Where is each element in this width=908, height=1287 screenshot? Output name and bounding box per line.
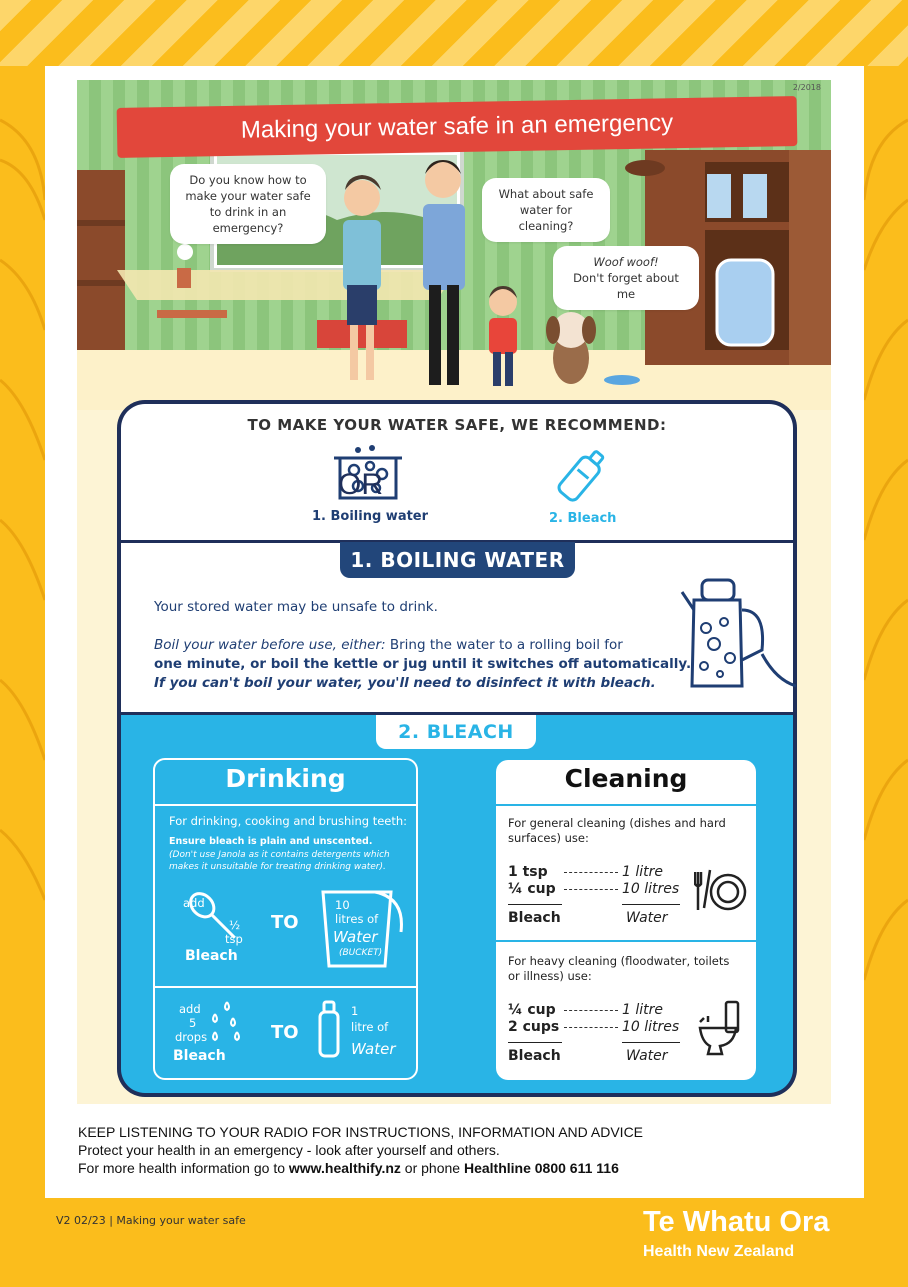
column-rule	[622, 1042, 680, 1043]
brand-name: Te Whatu Ora	[643, 1206, 830, 1238]
boiling-line2	[154, 636, 623, 655]
footer-line3-mid: or phone	[404, 1160, 461, 1176]
heavy-intro: For heavy cleaning (floodwater, toilets or illness) use:	[508, 954, 730, 983]
heavy-water-1: 1 litre	[622, 1002, 663, 1018]
heavy-col-bleach: Bleach	[508, 1048, 561, 1064]
kettle-icon	[680, 570, 796, 696]
water-bottle-icon	[317, 1000, 343, 1060]
banner-title: Making your water safe in an emergency	[117, 96, 798, 158]
document-version: V2 02/23 | Making your water safe	[56, 1214, 246, 1227]
column-rule	[508, 904, 562, 905]
drinking-ensure: Ensure bleach is plain and unscented.	[169, 836, 373, 847]
drops-icon	[209, 1000, 245, 1046]
dog-bubble-line2: Don't forget about me	[573, 271, 679, 301]
row1-unit: tsp	[225, 932, 243, 946]
footer-line1: KEEP LISTENING TO YOUR RADIO FOR INSTRUCTIONS, INFORMATION AND ADVICE	[78, 1124, 644, 1140]
boiling-line4: If you can't boil your water, you'll need to disinfect it with bleach.	[154, 675, 656, 691]
dotted-leader	[564, 872, 618, 873]
brand-subtitle: Health New Zealand	[643, 1243, 795, 1260]
toilet-icon	[696, 998, 746, 1058]
bleach-heading: 2. BLEACH	[376, 715, 536, 749]
row1-water-qty: 10	[335, 898, 350, 912]
row2-water-qty: 1	[351, 1004, 359, 1018]
dotted-leader	[564, 1027, 618, 1028]
dotted-leader	[564, 889, 618, 890]
general-bleach-2: ¼ cup	[508, 881, 556, 897]
speech-bubble-dog	[553, 246, 699, 310]
drinking-row-divider	[155, 986, 416, 988]
version-tag: 2/2018	[792, 83, 821, 92]
heavy-bleach-1: ¼ cup	[508, 1002, 556, 1018]
row1-container: (BUCKET)	[339, 948, 383, 958]
dishes-icon	[694, 864, 750, 914]
row2-water-unit: litre of	[351, 1020, 389, 1034]
footer-line3-pre: For more health information go to	[78, 1160, 285, 1176]
option-boiling-label: 1. Boiling water	[312, 509, 429, 524]
cleaning-divider	[496, 804, 756, 806]
heavy-water-2: 10 litres	[622, 1019, 680, 1035]
boiling-line2-rest: Bring the water to a rolling boil for	[389, 637, 623, 653]
boiling-line2-lead: Boil your water before use, either:	[154, 637, 386, 653]
or-separator: OR	[338, 468, 383, 501]
general-col-bleach: Bleach	[508, 910, 561, 926]
healthline-phone[interactable]: Healthline 0800 611 116	[463, 1160, 619, 1176]
dotted-leader	[564, 1010, 618, 1011]
heavy-col-water: Water	[626, 1048, 668, 1064]
boiling-heading: 1. BOILING WATER	[340, 542, 575, 578]
general-water-2: 10 litres	[622, 881, 680, 897]
drinking-box	[153, 758, 418, 1080]
column-rule	[622, 904, 680, 905]
speech-bubble-father: What about safe water for cleaning?	[482, 178, 610, 242]
heavy-bleach-2: 2 cups	[508, 1019, 560, 1035]
dog-bubble-line1: Woof woof!	[593, 255, 659, 269]
boiling-line3: one minute, or boil the kettle or jug until it switches off automatically.	[154, 656, 692, 672]
row1-water: Water	[333, 928, 378, 946]
general-bleach-1: 1 tsp	[508, 864, 548, 880]
footer-line3	[78, 1160, 619, 1176]
row2-water: Water	[351, 1040, 396, 1058]
speech-bubble-mother: Do you know how to make your water safe to drink in an emergency?	[170, 164, 326, 244]
healthify-link[interactable]: www.healthify.nz	[288, 1160, 401, 1176]
general-water-1: 1 litre	[622, 864, 663, 880]
drinking-divider	[155, 804, 416, 806]
footer-line2: Protect your health in an emergency - look after yourself and others.	[78, 1142, 500, 1158]
row2-to: TO	[271, 1022, 299, 1043]
row2-unit: drops	[175, 1030, 208, 1044]
column-rule	[508, 1042, 562, 1043]
boiling-line1: Your stored water may be unsafe to drink.	[154, 599, 438, 615]
recommend-title: TO MAKE YOUR WATER SAFE, WE RECOMMEND:	[247, 416, 667, 434]
drinking-note: (Don't use Janola as it contains detergents which makes it unsuitable for treating drinking water).	[169, 850, 390, 872]
drinking-title: Drinking	[225, 764, 346, 793]
drinking-intro: For drinking, cooking and brushing teeth:	[169, 814, 408, 828]
row2-add: add	[179, 1002, 201, 1016]
row2-bleach: Bleach	[173, 1048, 226, 1064]
row1-add: add	[183, 896, 205, 910]
bleach-bottle-icon	[552, 444, 614, 504]
row2-qty: 5	[189, 1016, 197, 1030]
cleaning-box	[496, 760, 756, 1080]
cleaning-mid-divider	[496, 940, 756, 942]
row1-water-unit: litres of	[335, 912, 379, 926]
general-col-water: Water	[626, 910, 668, 926]
general-intro: For general cleaning (dishes and hard surfaces) use:	[508, 816, 726, 845]
row1-to: TO	[271, 912, 299, 933]
cleaning-title: Cleaning	[564, 764, 688, 793]
row1-qty: ½	[229, 918, 241, 932]
row1-bleach: Bleach	[185, 948, 238, 964]
option-bleach-label: 2. Bleach	[549, 511, 617, 526]
